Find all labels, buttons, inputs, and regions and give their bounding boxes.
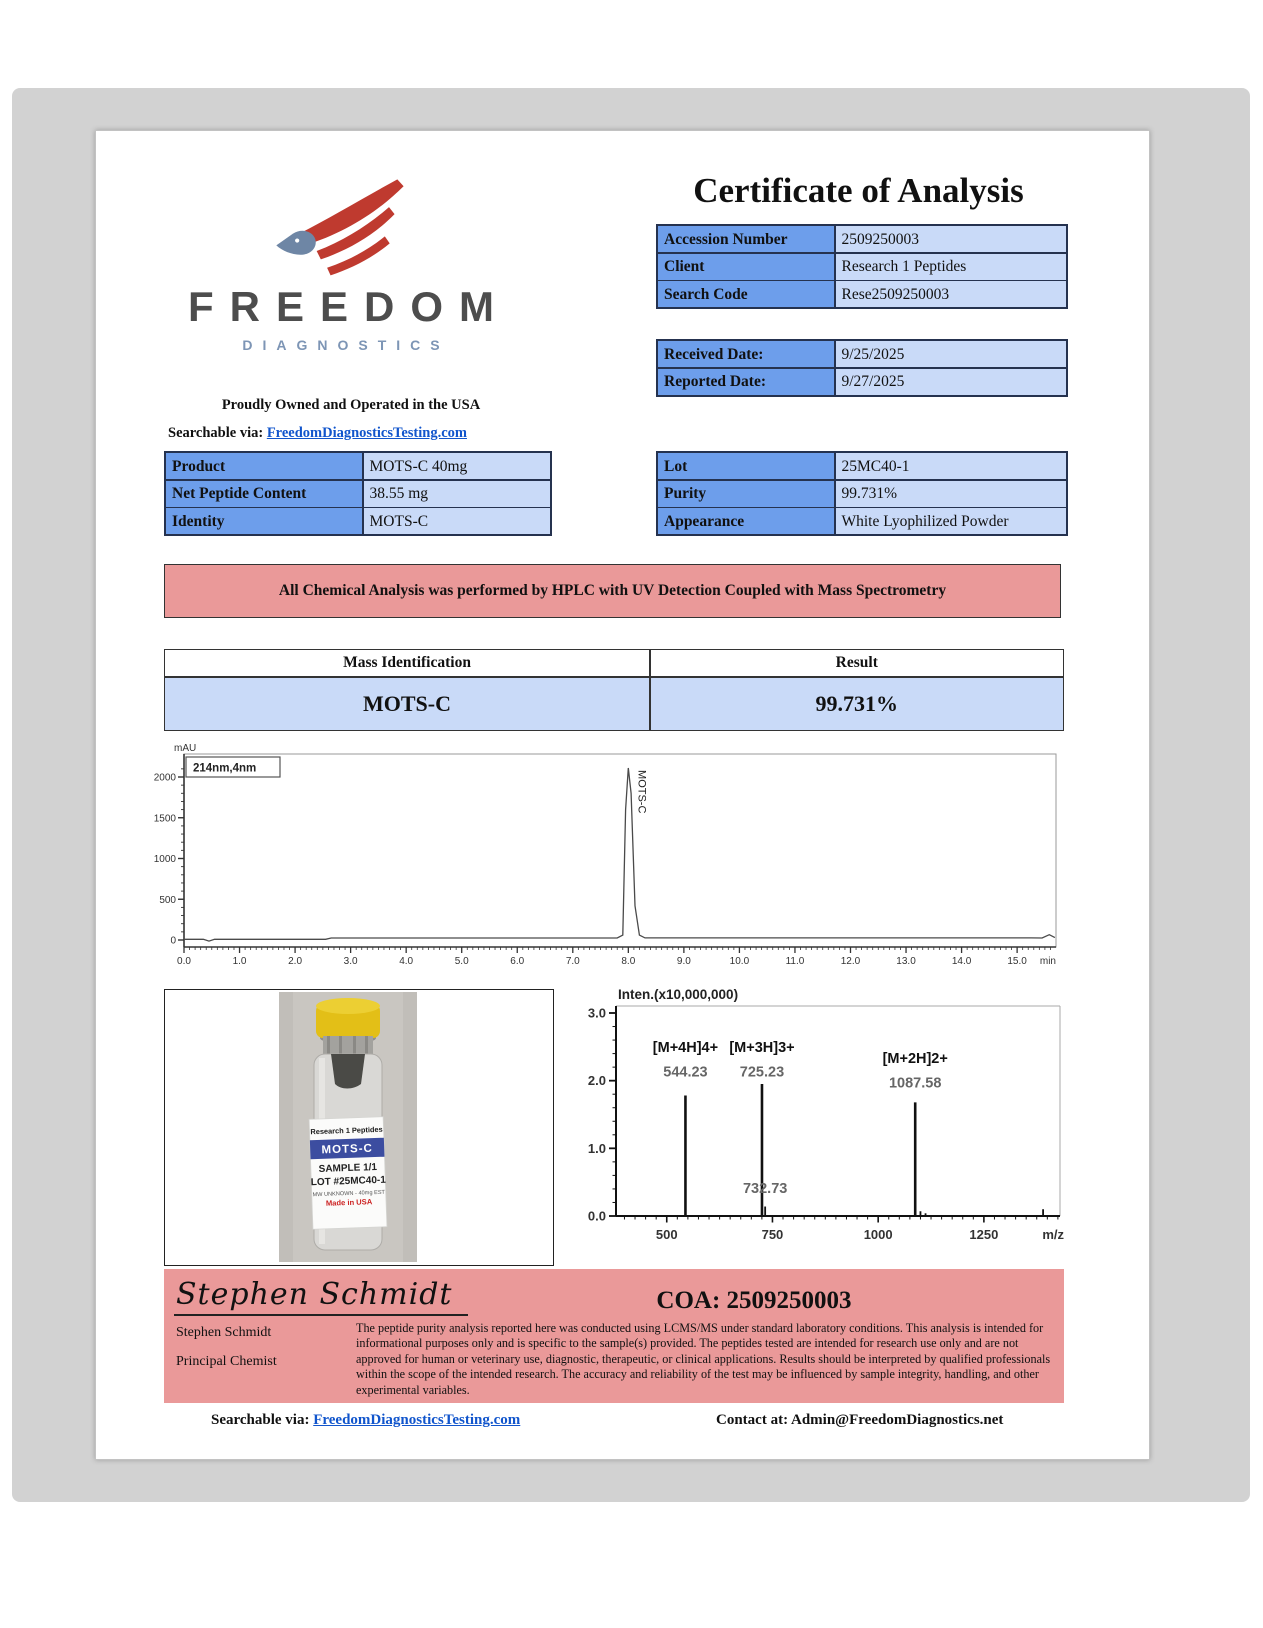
brand-name: FREEDOM [188,283,510,330]
vial-sample-text: SAMPLE 1/1 [318,1161,378,1176]
svg-text:[M+3H]3+: [M+3H]3+ [729,1040,795,1057]
vial-label [309,1117,388,1230]
received-date-value: 9/25/2025 [836,341,1067,367]
page-title: Certificate of Analysis [693,171,1024,210]
searchable-link[interactable]: FreedomDiagnosticsTesting.com [266,425,467,441]
svg-text:732.73: 732.73 [742,1180,788,1197]
product-label: Product [166,453,362,479]
svg-text:12.0: 12.0 [840,956,861,967]
signature-block [164,1269,1064,1403]
desk-background [12,88,1250,1502]
svg-text:11.0: 11.0 [785,956,805,967]
purity-value: 99.731% [836,481,1067,507]
result-value: 99.731% [651,678,1063,730]
vial-photo-box [164,989,554,1266]
eagle-wing-stripes [299,179,403,275]
svg-text:214nm,4nm: 214nm,4nm [193,762,257,775]
hplc-chromatogram [146,744,1064,979]
analysis-method-banner: All Chemical Analysis was performed by HPLC with UV Detection Coupled with Mass Spectrometry [164,564,1061,618]
accession-table [656,224,1068,309]
svg-text:9.0: 9.0 [676,956,691,967]
svg-text:2000: 2000 [153,772,176,784]
result-table [164,649,1064,731]
vial-product-text: MOTS-C [321,1142,374,1157]
footer-searchable-link[interactable]: FreedomDiagnosticsTesting.com [313,1412,521,1428]
accession-number-label: Accession Number [658,226,834,252]
svg-text:500: 500 [159,894,176,906]
lot-value: 25MC40-1 [836,453,1067,479]
lot-table [656,451,1068,536]
freedom-eagle-logo [261,179,421,291]
net-peptide-content-value: 38.55 mg [364,481,551,507]
accession-number-value: 2509250003 [836,226,1067,252]
svg-text:2.0: 2.0 [288,956,303,967]
product-table [164,451,552,536]
svg-text:1.0: 1.0 [232,956,247,967]
identity-label: Identity [166,508,362,534]
coa-number: COA: 2509250003 [656,1287,852,1314]
vial-origin-text: Made in USA [325,1197,373,1208]
mass-identification-value: MOTS-C [165,678,649,730]
svg-text:10.0: 10.0 [729,956,750,967]
svg-text:15.0: 15.0 [1007,956,1027,967]
svg-text:m/z: m/z [1042,1227,1064,1242]
svg-text:3.0: 3.0 [587,1005,606,1021]
vial-lot-text: LOT #25MC40-1 [310,1174,387,1189]
svg-text:1087.58: 1087.58 [888,1075,942,1092]
client-value: Research 1 Peptides [836,254,1067,280]
result-header: Result [651,650,1063,676]
svg-text:min: min [1039,956,1056,967]
identity-value: MOTS-C [364,508,551,534]
appearance-value: White Lyophilized Powder [836,508,1067,534]
svg-text:2.0: 2.0 [587,1073,606,1089]
svg-text:5.0: 5.0 [454,956,469,967]
svg-text:14.0: 14.0 [951,956,972,967]
search-code-label: Search Code [658,281,834,307]
svg-text:6.0: 6.0 [510,956,525,967]
brand-tagline: Proudly Owned and Operated in the USA [221,397,481,413]
svg-text:750: 750 [761,1227,784,1242]
svg-text:13.0: 13.0 [896,956,916,967]
searchable-label: Searchable via: [168,425,264,441]
svg-text:MOTS-C: MOTS-C [635,770,648,814]
svg-text:1000: 1000 [863,1227,893,1242]
vial-graphic [309,998,388,1250]
vial-brand-text: Research 1 Peptides [310,1124,383,1137]
footer-contact: Contact at: Admin@FreedomDiagnostics.net [716,1412,1004,1428]
svg-text:mAU: mAU [174,744,197,754]
handwritten-signature: Stephen Schmidt [174,1277,468,1316]
svg-text:1000: 1000 [153,854,176,865]
disclaimer-text: The peptide purity analysis reported here was conducted using LCMS/MS under standard laboratory conditions. This analysis is intended for informational purposes only and is specific to the sample(s) provided. The peptides tested are intended for research use only and are not approved for human or veterinary use, diagnostic, therapeutic, or clinical applications. Results should be interpreted by qualified professionals within the scope of the intended research. The accuracy and reliability of the test may be influenced by sample integrity, handling, and other experimental variables. [356,1321,1051,1397]
svg-text:544.23: 544.23 [663,1064,708,1081]
mass-spectrum-chart [574,984,1066,1251]
chemist-name: Stephen Schmidt [176,1325,272,1340]
chemist-title: Principal Chemist [176,1354,277,1369]
lot-label: Lot [658,453,834,479]
svg-text:[M+2H]2+: [M+2H]2+ [882,1051,948,1068]
footer-searchable-label: Searchable via: [211,1412,310,1428]
svg-text:7.0: 7.0 [565,956,580,967]
document-page [95,130,1150,1460]
dates-table [656,339,1068,397]
svg-text:500: 500 [655,1227,678,1242]
svg-text:3.0: 3.0 [343,956,358,967]
reported-date-value: 9/27/2025 [836,369,1067,395]
brand-subtitle: DIAGNOSTICS [242,337,450,353]
vial-photo [279,992,417,1262]
net-peptide-content-label: Net Peptide Content [166,481,362,507]
svg-text:1250: 1250 [969,1227,999,1242]
reported-date-label: Reported Date: [658,369,834,395]
purity-label: Purity [658,481,834,507]
svg-text:0: 0 [170,935,176,947]
received-date-label: Received Date: [658,341,834,367]
svg-text:725.23: 725.23 [739,1064,785,1081]
footer-searchable-line [211,1412,520,1429]
eagle-head-icon [276,231,315,255]
svg-text:8.0: 8.0 [621,956,636,967]
svg-text:0.0: 0.0 [587,1208,606,1224]
searchable-line [168,425,467,442]
vial-content-text: MW UNKNOWN - 40mg EST [312,1189,386,1199]
appearance-label: Appearance [658,508,834,534]
svg-text:0.0: 0.0 [177,956,191,967]
svg-text:[M+4H]4+: [M+4H]4+ [652,1040,719,1057]
svg-text:4.0: 4.0 [399,956,414,967]
svg-text:1.0: 1.0 [587,1140,606,1156]
svg-text:Inten.(x10,000,000): Inten.(x10,000,000) [618,987,739,1002]
mass-identification-header: Mass Identification [165,650,649,676]
product-value: MOTS-C 40mg [364,453,551,479]
client-label: Client [658,254,834,280]
svg-text:1500: 1500 [153,813,176,825]
search-code-value: Rese2509250003 [836,281,1067,307]
